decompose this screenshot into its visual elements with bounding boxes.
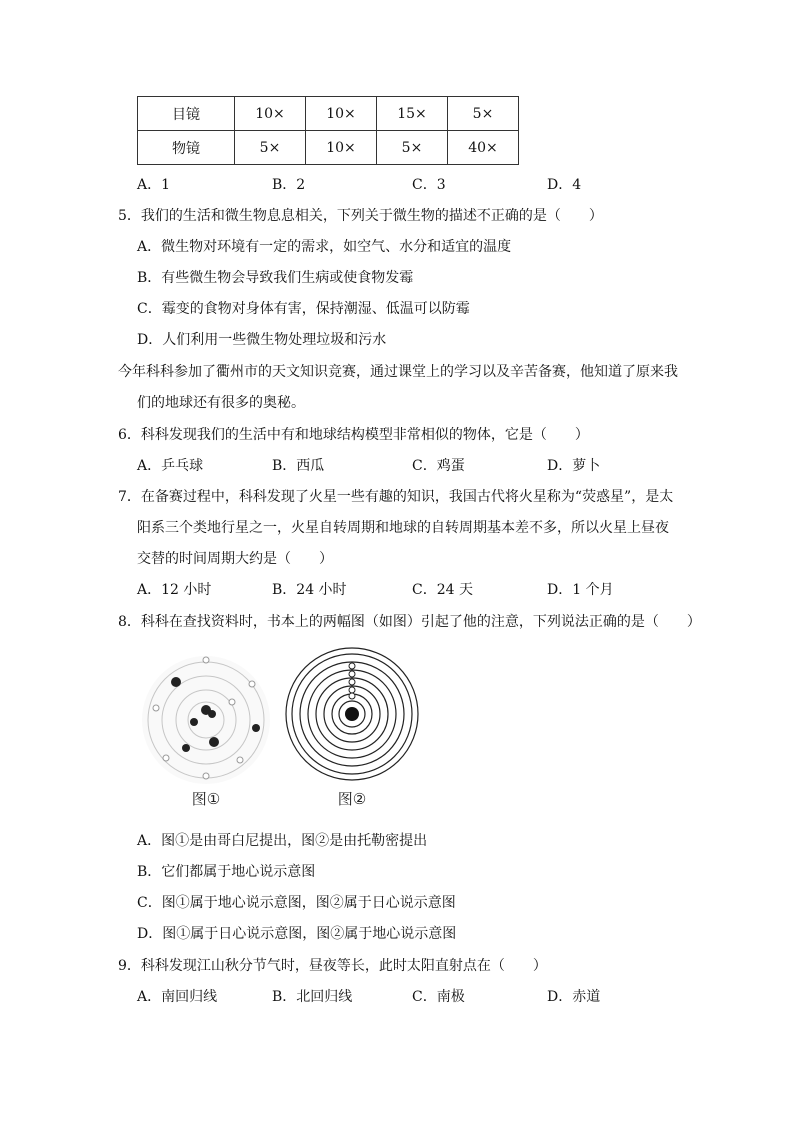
table-cell: 40× (448, 131, 519, 165)
table-cell: 10× (306, 97, 377, 131)
row-header: 物镜 (138, 131, 235, 165)
table-cell: 10× (306, 131, 377, 165)
table-cell: 5× (235, 131, 306, 165)
q7-stem-line-2: 阳系三个类地行星之一，火星自转周期和地球的自转周期基本差不多，所以火星上昼夜 (137, 520, 669, 536)
q5-option-a[interactable]: A．微生物对环境有一定的需求，如空气、水分和适宜的温度 (137, 239, 512, 255)
q7-stem-line-3: 交替的时间周期大约是（ ） (137, 551, 333, 567)
q4-option-a[interactable]: A．1 (137, 177, 171, 193)
q6-option-b[interactable]: B．西瓜 (272, 458, 325, 474)
q7-stem-line-1: 7．在备赛过程中，科科发现了火星一些有趣的知识，我国古代将火星称为“荧惑星”，是太 (118, 489, 674, 505)
figure-1-heliocentric-diagram (136, 648, 276, 810)
figure-2-geocentric-diagram (282, 644, 422, 810)
intro-line-2: 们的地球还有很多的奥秘。 (137, 395, 305, 411)
q7-option-d[interactable]: D．1 个月 (547, 582, 614, 598)
q9-option-d[interactable]: D．赤道 (547, 989, 601, 1005)
q8-option-d[interactable]: D．图①属于日心说示意图，图②属于地心说示意图 (137, 926, 457, 942)
q7-option-b[interactable]: B．24 小时 (272, 582, 347, 598)
table-cell: 15× (377, 97, 448, 131)
q4-option-d[interactable]: D．4 (547, 177, 582, 193)
table-row (138, 97, 519, 131)
table-cell: 5× (377, 131, 448, 165)
q9-option-a[interactable]: A．南回归线 (137, 989, 218, 1005)
q8-option-c[interactable]: C．图①属于地心说示意图，图②属于日心说示意图 (137, 895, 456, 911)
q6-stem: 6．科科发现我们的生活中有和地球结构模型非常相似的物体，它是（ ） (118, 427, 589, 443)
q7-option-c[interactable]: C．24 天 (412, 582, 473, 598)
q4-option-b[interactable]: B．2 (272, 177, 306, 193)
q6-option-a[interactable]: A．乒乓球 (137, 458, 204, 474)
q8-option-a[interactable]: A．图①是由哥白尼提出，图②是由托勒密提出 (137, 833, 428, 849)
q9-option-b[interactable]: B．北回归线 (272, 989, 353, 1005)
q5-stem: 5．我们的生活和微生物息息相关，下列关于微生物的描述不正确的是（ ） (118, 208, 603, 224)
table-cell: 5× (448, 97, 519, 131)
q5-option-b[interactable]: B．有些微生物会导致我们生病或使食物发霉 (137, 270, 414, 286)
table-cell: 10× (235, 97, 306, 131)
q5-option-d[interactable]: D．人们利用一些微生物处理垃圾和污水 (137, 332, 387, 348)
intro-line-1: 今年科科参加了衢州市的天文知识竞赛，通过课堂上的学习以及辛苦备赛，他知道了原来我 (118, 364, 678, 380)
q9-stem: 9．科科发现江山秋分节气时，昼夜等长，此时太阳直射点在（ ） (118, 958, 547, 974)
lens-table (137, 96, 519, 165)
q8-stem: 8．科科在查找资料时，书本上的两幅图（如图）引起了他的注意，下列说法正确的是（ ） (118, 614, 701, 630)
q7-option-a[interactable]: A．12 小时 (137, 582, 212, 598)
q4-option-c[interactable]: C．3 (412, 177, 446, 193)
q5-option-c[interactable]: C．霉变的食物对身体有害，保持潮湿、低温可以防霉 (137, 301, 470, 317)
q8-option-b[interactable]: B．它们都属于地心说示意图 (137, 864, 316, 880)
q9-option-c[interactable]: C．南极 (412, 989, 465, 1005)
figure-2-label: 图② (337, 790, 367, 808)
row-header: 目镜 (138, 97, 235, 131)
q6-option-c[interactable]: C．鸡蛋 (412, 458, 465, 474)
q6-option-d[interactable]: D．萝卜 (547, 458, 601, 474)
table-row (138, 131, 519, 165)
figure-1-label: 图① (191, 790, 221, 808)
